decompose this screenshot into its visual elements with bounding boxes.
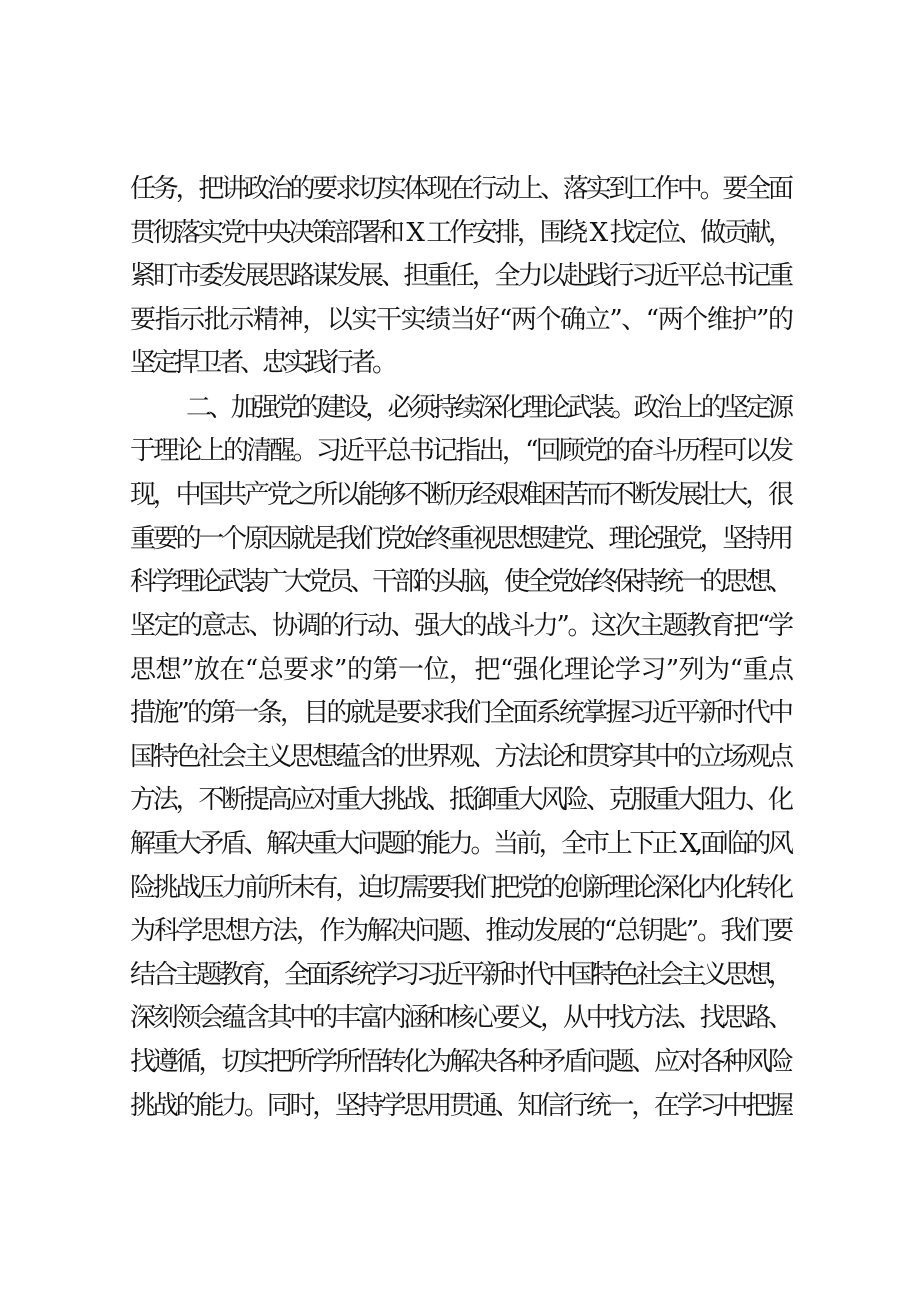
line-text: 结合主题教育，全面系统学习习近平新时代中国特色社会主义思想， <box>130 960 790 990</box>
line-text: 坚定捍卫者、忠实践行者。 <box>130 348 394 378</box>
line-text: 重要的一个原因就是我们党始终重视思想建党、理论强党，坚持用 <box>130 524 791 554</box>
body-text-line <box>0 737 920 777</box>
line-text: 紧盯市委发展思路谋发展、担重任，全力以赴践行习近平总书记重 <box>130 261 791 291</box>
body-text-line <box>0 911 920 951</box>
line-text: 科学理论武装广大党员、干部的头脑，使全党始终保持统一的思想、 <box>130 567 790 597</box>
line-text: 坚定的意志、协调的行动、强大的战斗力”。这次主题教育把“学 <box>130 611 792 641</box>
body-text-line <box>0 343 920 383</box>
line-text: 二、加强党的建设，必须持续深化理论武装。政治上的坚定源 <box>186 393 791 423</box>
body-text-line <box>0 169 920 209</box>
body-text-line <box>0 388 920 428</box>
body-text-line <box>0 519 920 559</box>
body-text-line <box>0 1042 920 1082</box>
body-text-line <box>0 562 920 602</box>
body-text-line <box>0 213 920 253</box>
line-text: 措施”的第一条，目的就是要求我们全面系统掌握习近平新时代中 <box>130 698 792 728</box>
body-text-line <box>0 868 920 908</box>
body-text-line <box>0 606 920 646</box>
body-text-line <box>0 475 920 515</box>
body-text-line <box>0 300 920 340</box>
body-text-line <box>0 780 920 820</box>
line-text: 解重大矛盾、解决重大问题的能力。当前，全市上下正 X,面临的风 <box>130 829 791 859</box>
line-text: 找遵循，切实把所学所悟转化为解决各种矛盾问题、应对各种风险 <box>130 1047 791 1077</box>
line-text: 要指示批示精神，以实干实绩当好“两个确立”、“两个维护”的 <box>130 305 793 335</box>
body-text-line <box>0 998 920 1038</box>
line-text: 险挑战压力前所未有，迫切需要我们把党的创新理论深化内化转化 <box>130 873 791 903</box>
line-text: 于理论上的清醒。习近平总书记指出，“回顾党的奋斗历程可以发 <box>130 436 792 466</box>
line-text: 挑战的能力。同时，坚持学思用贯通、知信行统一，在学习中把握 <box>130 1091 791 1121</box>
line-text: 方法，不断提高应对重大挑战、抵御重大风险、克服重大阻力、化 <box>130 785 791 815</box>
line-text: 现，中国共产党之所以能够不断历经艰难困苦而不断发展壮大，很 <box>130 480 791 510</box>
line-text: 贯彻落实党中央决策部署和 X 工作安排，围绕 X 找定位、做贡献， <box>130 218 791 248</box>
line-text: 思想”放在“总要求”的第一位，把“强化理论学习”列为“重点 <box>130 655 794 685</box>
body-text-line <box>0 824 920 864</box>
body-text-line <box>0 955 920 995</box>
body-text-line <box>0 693 920 733</box>
line-text: 国特色社会主义思想蕴含的世界观、方法论和贯穿其中的立场观点 <box>130 742 791 772</box>
line-text: 任务，把讲政治的要求切实体现在行动上、落实到工作中。要全面 <box>130 174 791 204</box>
line-text: 为科学思想方法，作为解决问题、推动发展的“总钥匙”。我们要 <box>130 916 792 946</box>
line-text: 深刻领会蕴含其中的丰富内涵和核心要义，从中找方法、找思路、 <box>130 1003 791 1033</box>
body-text-line <box>0 431 920 471</box>
body-text-line <box>0 650 920 690</box>
body-text-line <box>0 1086 920 1126</box>
body-text-line <box>0 256 920 296</box>
